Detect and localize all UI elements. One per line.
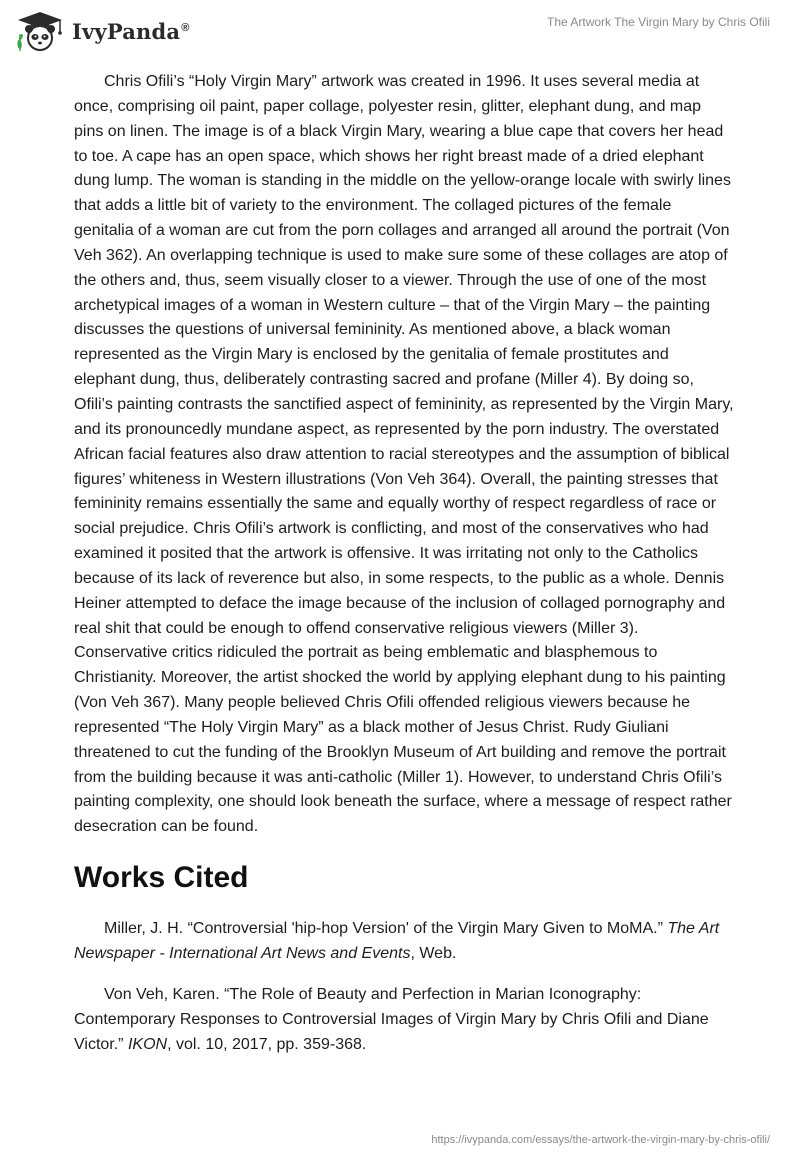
citation-source: The Art Newspaper - International Art News and Events [74, 920, 720, 963]
citation-details: , Web. [410, 945, 457, 963]
citation-entry [74, 982, 734, 1057]
panda-graduate-icon [14, 10, 66, 52]
essay-paragraph: Chris Ofili’s “Holy Virgin Mary” artwork was created in 1996. It uses several media at once, comprising oil paint, paper collage, polyester resin, glitter, elephant dung, and map pins on linen. The image is of a black Virgin Mary, wearing a blue cape that covers her head to toe. A cape has an open space, which shows her right breast made of a dried elephant dung lump. The woman is standing in the middle on the yellow-orange locale with swirly lines that adds a little bit of variety to the environment. The collaged pictures of the female genitalia of a woman are cut from the porn collages and arranged all around the portrait (Von Veh 362). An overlapping technique is used to make sure some of these collages are atop of the others and, thus, seem visually closer to a viewer. Through the use of one of the most archetypical images of a woman in Western culture – that of the Virgin Mary – the painting discusses the questions of universal femininity. As mentioned above, a black woman represented as the Virgin Mary is enclosed by the genitalia of female prostitutes and elephant dung, thus, deliberately contrasting sacred and profane (Miller 4). By doing so, Ofili’s painting contrasts the sanctified aspect of femininity, as represented by the Virgin Mary, and its pronouncedly mundane aspect, as represented by the porn industry. The overstated African facial features also draw attention to racial stereotypes and the assumption of biblical figures’ whiteness in Western illustrations (Von Veh 364). Overall, the painting stresses that femininity remains essentially the same and equally worthy of respect regardless of race or social prejudice. Chris Ofili’s artwork is conflicting, and most of the conservatives who had examined it posited that the artwork is offensive. It was irritating not only to the Catholics because of its lack of reverence but also, in some respects, to the public as a whole. Dennis Heiner attempted to deface the image because of the inclusion of collaged pornography and real shit that could be enough to offend conservative religious viewers (Miller 3). Conservative critics ridiculed the portrait as being emblematic and blasphemous to Christianity. Moreover, the artist shocked the world by applying elephant dung to his painting (Von Veh 367). Many people believed Chris Ofili offended religious viewers because he represented “The Holy Virgin Mary” as a black mother of Jesus Christ. Rudy Giuliani threatened to cut the funding of the Brooklyn Museum of Art building and remove the portrait from the building because it was anti-catholic (Miller 1). However, to understand Chris Ofili’s painting complexity, one should look beneath the surface, where a message of respect rather desecration can be found. [74, 73, 734, 836]
works-cited-heading: Works Cited [74, 861, 249, 895]
citation-text: Miller, J. H. “Controversial 'hip-hop Version' of the Virgin Mary Given to MoMA.” [104, 920, 668, 938]
essay-content [74, 70, 734, 1057]
citation-text: Von Veh, Karen. “The Role of Beauty and Perfection in Marian Iconography: Contemporary Responses to Controversial Images of Virgin Mary by Chris Ofili and Diane Victor.” [74, 986, 709, 1054]
brand-name: IvyPanda® [72, 18, 190, 44]
source-url-link[interactable]: https://ivypanda.com/essays/the-artwork-the-virgin-mary-by-chris-ofili/ [431, 1134, 770, 1146]
registered-mark: ® [181, 21, 190, 34]
page-header [0, 0, 800, 60]
citation-details: , vol. 10, 2017, pp. 359-368. [167, 1036, 367, 1054]
citation-source: IKON [127, 1036, 168, 1054]
citation-entry [74, 916, 734, 966]
document-title: The Artwork The Virgin Mary by Chris Ofili [547, 15, 770, 29]
ivypanda-logo[interactable] [14, 10, 190, 52]
